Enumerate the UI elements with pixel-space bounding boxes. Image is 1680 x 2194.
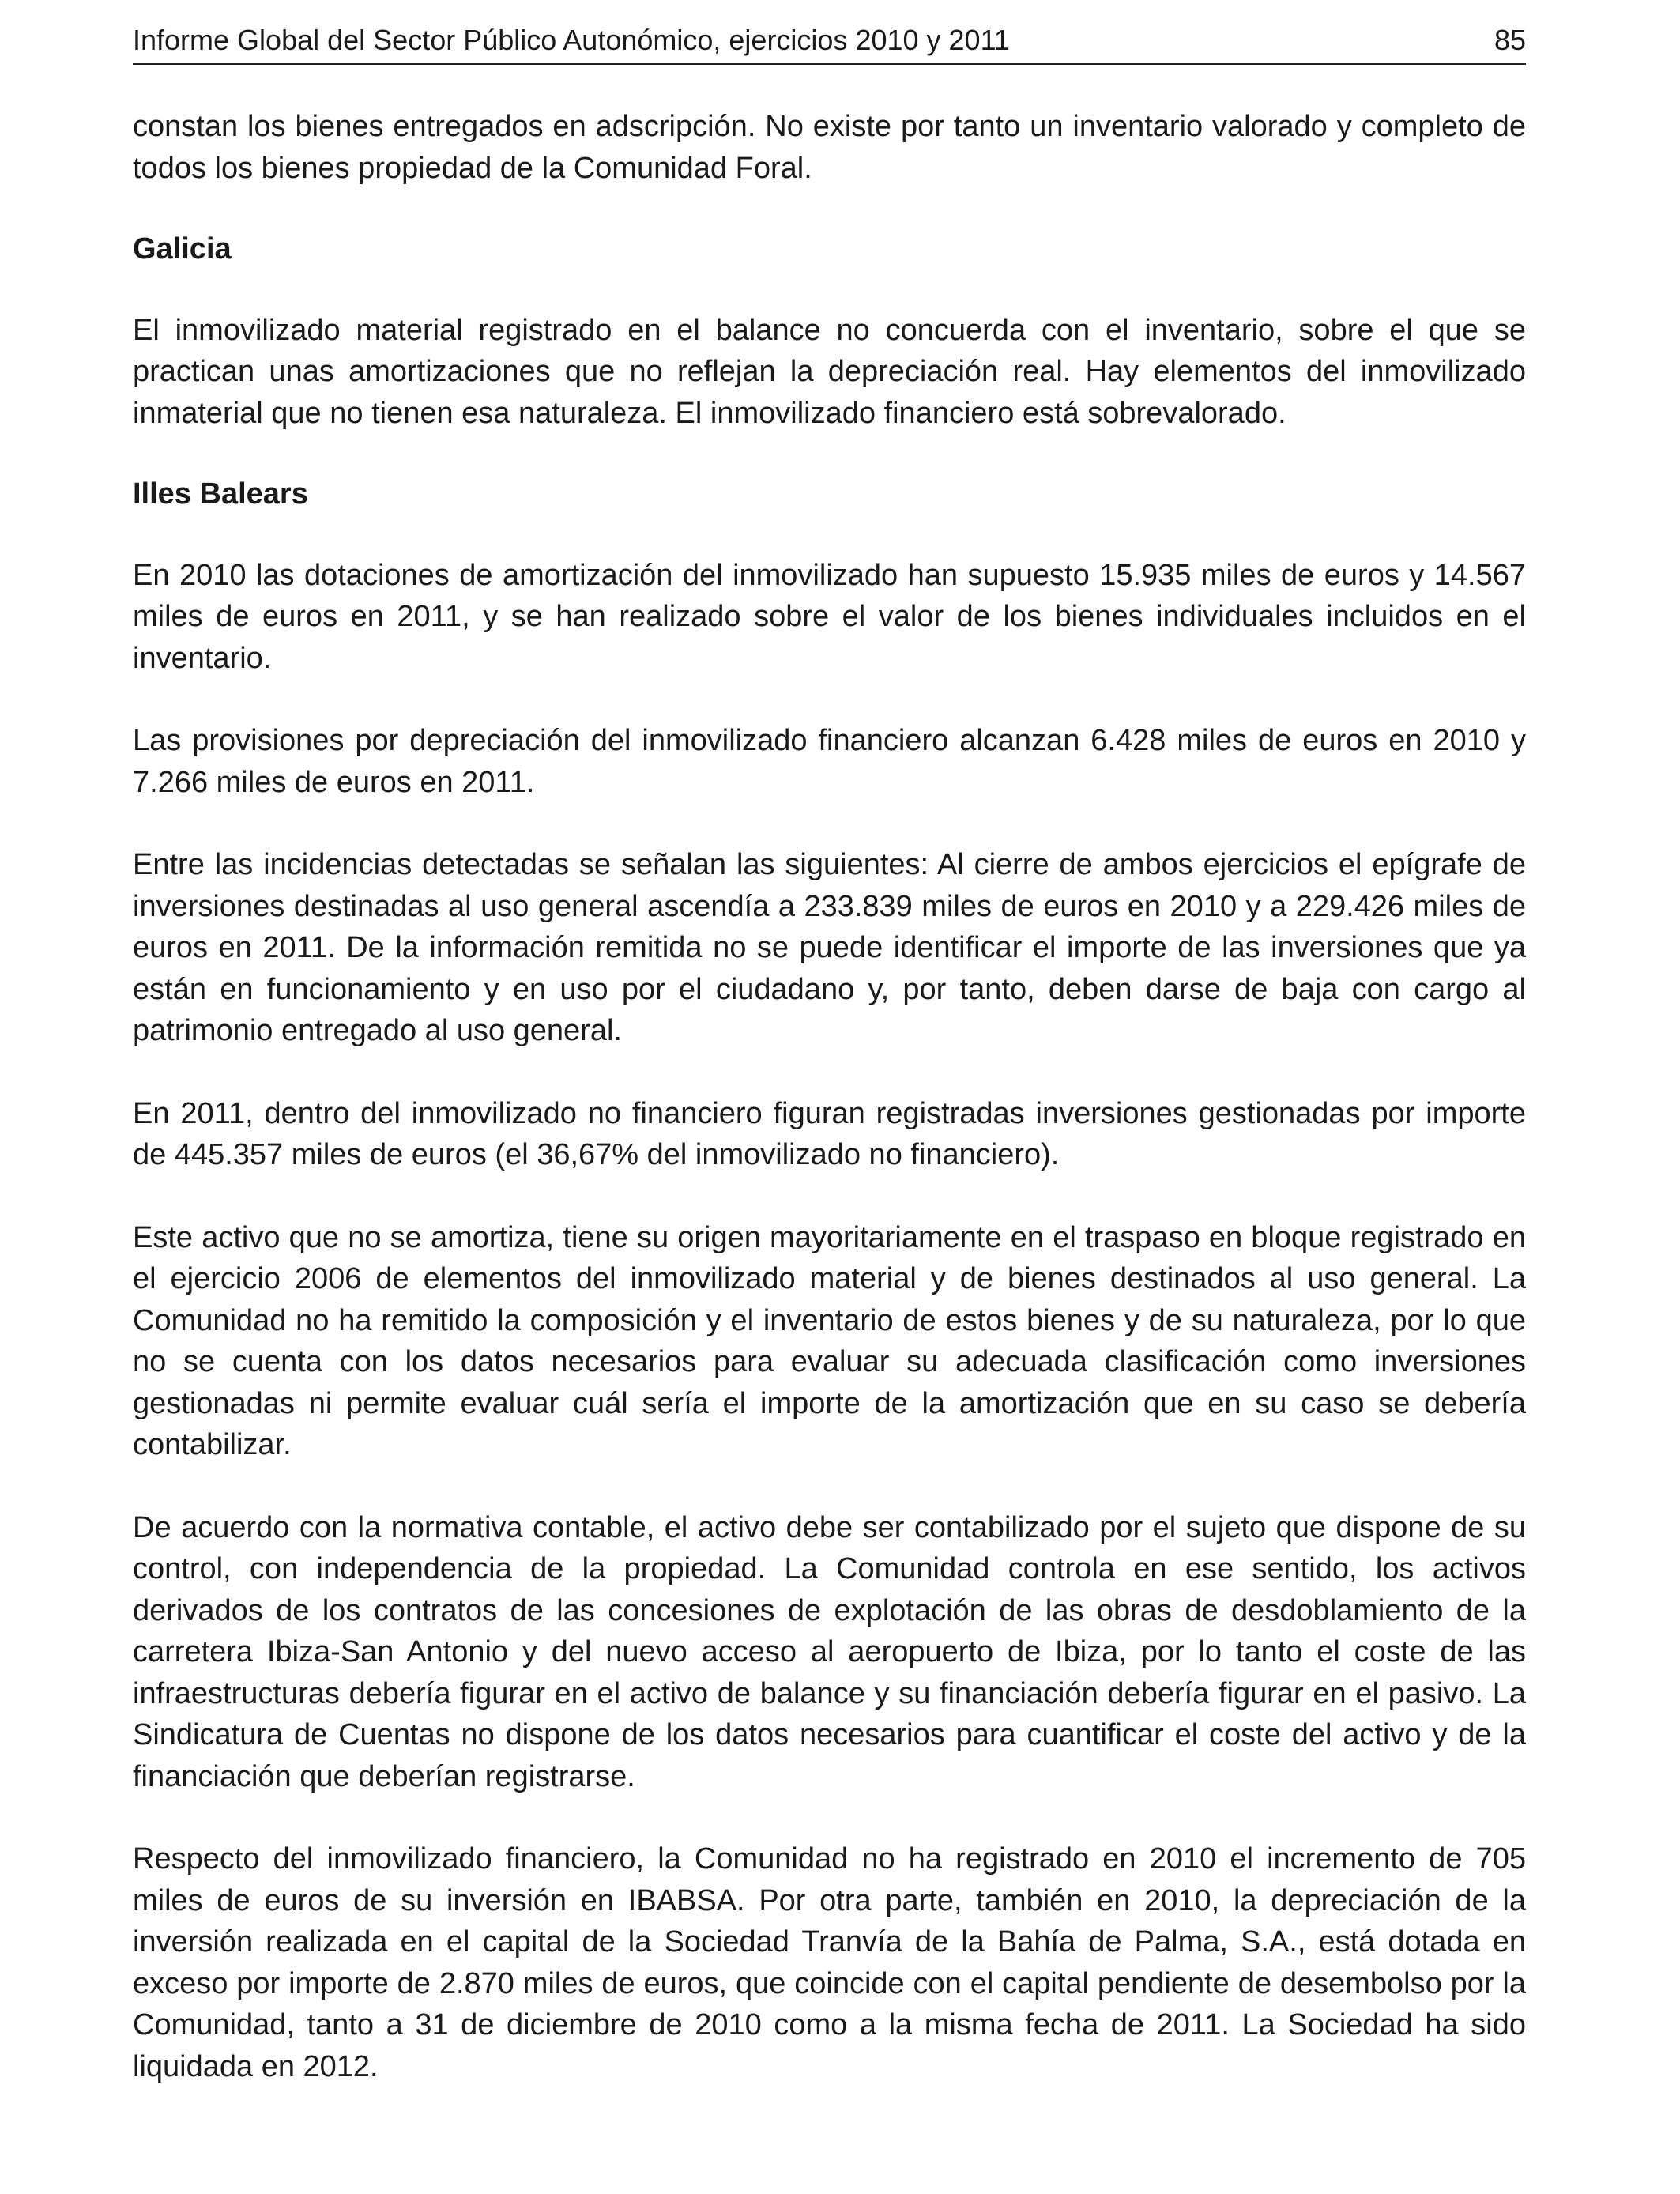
document-body [133,106,1526,2087]
balears-paragraph-1: En 2010 las dotaciones de amortización del inmovilizado han supuesto 15.935 miles de euros y 14.567 miles de euros en 2011, y se han realizado sobre el valor de los bienes individuales incluidos en el inventario. [133,558,1526,675]
balears-paragraph-4: En 2011, dentro del inmovilizado no financiero figuran registradas inversiones gestionadas por importe de 445.357 miles de euros (el 36,67% del inmovilizado no financiero). [133,1096,1526,1171]
page-number: 85 [1494,24,1526,56]
balears-paragraph-6: De acuerdo con la normativa contable, el activo debe ser contabilizado por el sujeto que dispone de su control, con independencia de la propiedad. La Comunidad controla en ese sentido, los activos derivados de los contratos de las concesiones de explotación de las obras de desdoblamiento de la carretera Ibiza-San Antonio y del nuevo acceso al aeropuerto de Ibiza, por lo tanto el coste de las infraestructuras debería figurar en el activo de balance y su financiación debería figurar en el pasivo. La Sindicatura de Cuentas no dispone de los datos necesarios para cuantificar el coste del activo y de la financiación que deberían registrarse. [133,1510,1526,1793]
section-heading-galicia: Galicia [133,232,232,266]
balears-paragraph-2: Las provisiones por depreciación del inmovilizado financiero alcanzan 6.428 miles de euros en 2010 y 7.266 miles de euros en 2011. [133,724,1526,799]
balears-paragraph-5: Este activo que no se amortiza, tiene su origen mayoritariamente en el traspaso en bloque registrado en el ejercicio 2006 de elementos del inmovilizado material y de bienes destinados al uso general. La Comunidad no ha remitido la composición y el inventario de estos bienes y de su naturaleza, por lo que no se cuenta con los datos necesarios para evaluar su adecuada clasificación como inversiones gestionadas ni permite evaluar cuál sería el importe de la amortización que en su caso se debería contabilizar. [133,1220,1526,1461]
galicia-paragraph-1: El inmovilizado material registrado en el balance no concuerda con el inventario, sobre el que se practican unas amortizaciones que no reflejan la depreciación real. Hay elementos del inmovilizado inmaterial que no tienen esa naturaleza. El inmovilizado financiero está sobrevalorado. [133,313,1526,430]
balears-paragraph-7: Respecto del inmovilizado financiero, la Comunidad no ha registrado en 2010 el incremento de 705 miles de euros de su inversión en IBABSA. Por otra parte, también en 2010, la depreciación de la inversión realizada en el capital de la Sociedad Tranvía de la Bahía de Palma, S.A., está dotada en exceso por importe de 2.870 miles de euros, que coincide con el capital pendiente de desembolso por la Comunidad, tanto a 31 de diciembre de 2010 como a la misma fecha de 2011. La Sociedad ha sido liquidada en 2012. [133,1842,1526,2083]
balears-paragraph-3: Entre las incidencias detectadas se señalan las siguientes: Al cierre de ambos ejercicios el epígrafe de inversiones destinadas al uso general ascendía a 233.839 miles de euros en 2010 y a 229.426 miles de euros en 2011. De la información remitida no se puede identificar el importe de las inversiones que ya están en funcionamiento y en uso por el ciudadano y, por tanto, deben darse de baja con cargo al patrimonio entregado al uso general. [133,848,1526,1047]
document-page [133,21,1526,2087]
section-heading-illes-balears: Illes Balears [133,477,308,511]
running-header [133,21,1526,65]
intro-paragraph: constan los bienes entregados en adscripción. No existe por tanto un inventario valorado y completo de todos los bienes propiedad de la Comunidad Foral. [133,110,1526,185]
header-title: Informe Global del Sector Público Autonómico, ejercicios 2010 y 2011 [133,24,1010,56]
